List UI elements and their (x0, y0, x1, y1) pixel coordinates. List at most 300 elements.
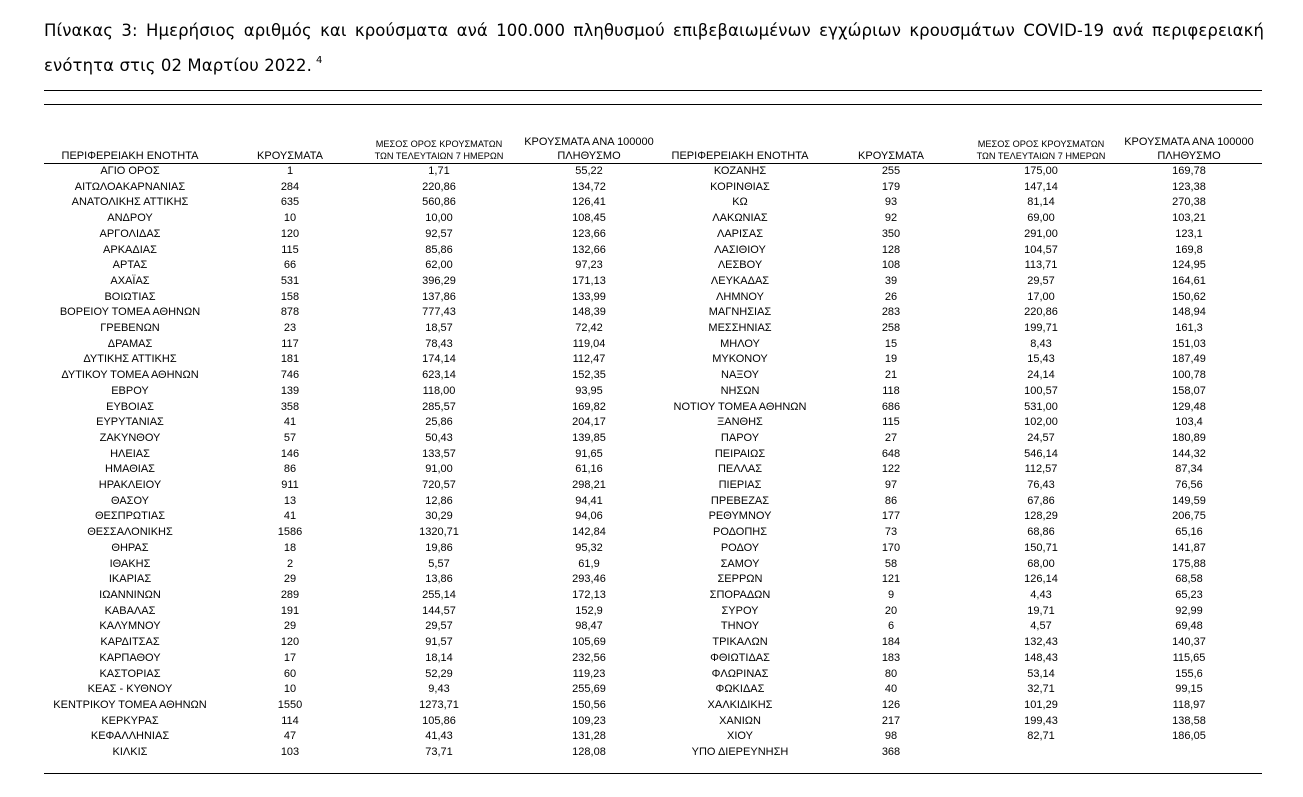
cases-left-cell: 114 (281, 714, 299, 727)
region-left-cell: ΙΚΑΡΙΑΣ (108, 573, 152, 586)
cases-left-cell: 139 (280, 384, 300, 397)
avg7-left-cell: 137,86 (422, 290, 456, 303)
per100k-right-cell: 124,95 (1172, 259, 1206, 272)
per100k-right-cell: 100,78 (1172, 369, 1206, 382)
avg7-right-cell (966, 745, 1116, 761)
region-left-cell: ΒΟΙΩΤΙΑΣ (104, 290, 156, 303)
region-right-cell: ΜΕΣΣΗΝΙΑΣ (708, 322, 772, 335)
per100k-left-cell: 134,72 (572, 180, 606, 193)
cases-right-cell: 183 (881, 651, 901, 664)
avg7-right-cell: 100,57 (1024, 384, 1058, 397)
cases-left-cell: 120 (280, 636, 300, 649)
cases-left-cell: 635 (280, 196, 300, 209)
per100k-right-cell: 186,05 (1172, 730, 1206, 743)
region-left-cell: ΗΡΑΚΛΕΙΟΥ (98, 479, 162, 492)
header-cases-left: ΚΡΟΥΣΜΑΤΑ (216, 132, 364, 164)
region-right-cell: ΠΕΙΡΑΙΩΣ (714, 447, 766, 460)
avg7-left-cell: 1273,71 (419, 698, 459, 711)
per100k-right-cell: 87,34 (1175, 463, 1203, 476)
per100k-right-cell: 151,03 (1172, 337, 1206, 350)
avg7-left-cell: 105,86 (422, 714, 456, 727)
per100k-right-cell: 206,75 (1172, 510, 1206, 523)
region-right-cell: ΧΙΟΥ (727, 730, 753, 743)
cases-right-cell: 15 (884, 337, 898, 350)
cases-left-cell: 120 (280, 227, 300, 240)
table-row (44, 274, 1262, 290)
avg7-right-cell: 53,14 (1027, 667, 1055, 680)
avg7-right-cell: 4,57 (1030, 620, 1052, 633)
per100k-right-cell: 92,99 (1175, 604, 1203, 617)
region-right-cell: ΣΑΜΟΥ (720, 557, 760, 570)
region-right-cell: ΚΩ (732, 196, 748, 209)
avg7-right-cell: 102,00 (1024, 416, 1058, 429)
cases-right-cell: 58 (884, 557, 898, 570)
cases-left-cell: 17 (283, 651, 297, 664)
cases-right-cell: 39 (884, 274, 898, 287)
avg7-left-cell: 85,86 (425, 243, 453, 256)
cases-right-cell: 98 (884, 730, 898, 743)
region-right-cell: ΦΛΩΡΙΝΑΣ (711, 667, 769, 680)
table-row (44, 180, 1262, 196)
cases-left-cell: 86 (283, 463, 297, 476)
per100k-right-cell: 103,4 (1175, 416, 1203, 429)
region-right-cell: ΝΟΤΙΟΥ ΤΟΜΕΑ ΑΘΗΝΩΝ (673, 400, 807, 413)
region-right-cell: ΝΗΣΩΝ (720, 384, 760, 397)
cases-right-cell: 121 (881, 573, 901, 586)
per100k-left-cell: 105,69 (572, 636, 606, 649)
avg7-left-cell: 285,57 (422, 400, 456, 413)
cases-right-cell: 86 (884, 494, 898, 507)
per100k-right-cell: 161,3 (1175, 322, 1203, 335)
per100k-right-cell: 164,61 (1172, 274, 1206, 287)
per100k-right-cell: 169,8 (1175, 243, 1203, 256)
avg7-right-cell: 68,00 (1027, 557, 1055, 570)
per100k-left-cell: 98,47 (575, 620, 603, 633)
region-left-cell: ΑΓΙΟ ΟΡΟΣ (100, 165, 160, 177)
region-right-cell: ΡΟΔΟΠΗΣ (712, 526, 768, 539)
per100k-left-cell: 72,42 (575, 322, 603, 335)
cases-left-cell: 41 (283, 416, 297, 429)
avg7-right-cell: 546,14 (1024, 447, 1058, 460)
table-row (44, 557, 1262, 573)
per100k-left-cell: 128,08 (572, 746, 606, 759)
per100k-left-cell: 94,06 (575, 510, 603, 523)
region-right-cell: ΧΑΝΙΩΝ (719, 714, 761, 727)
region-left-cell: ΘΑΣΟΥ (110, 494, 150, 507)
region-left-cell: ΑΝΑΤΟΛΙΚΗΣ ΑΤΤΙΚΗΣ (71, 196, 189, 209)
cases-right-cell: 93 (884, 196, 898, 209)
table-row (44, 368, 1262, 384)
region-left-cell: ΔΡΑΜΑΣ (107, 337, 153, 350)
region-left-cell: ΕΒΡΟΥ (111, 384, 149, 397)
per100k-right-cell: 144,32 (1172, 447, 1206, 460)
header-per100k-left-line1: ΚΡΟΥΣΜΑΤΑ ΑΝΑ 100000 (524, 136, 654, 148)
table-row (44, 525, 1262, 541)
per100k-left-cell: 119,04 (572, 337, 606, 350)
per100k-right-cell: 158,07 (1172, 384, 1206, 397)
cases-right-cell: 128 (881, 243, 901, 256)
region-left-cell: ΘΗΡΑΣ (111, 541, 149, 554)
region-left-cell: ΚΕΑΣ - ΚΥΘΝΟΥ (87, 683, 173, 696)
avg7-right-cell: 291,00 (1024, 227, 1058, 240)
avg7-left-cell: 91,00 (425, 463, 453, 476)
region-left-cell: ΘΕΣΠΡΩΤΙΑΣ (94, 510, 166, 523)
per100k-left-cell: 148,39 (572, 306, 606, 319)
per100k-right-cell: 76,56 (1175, 479, 1203, 492)
region-left-cell: ΙΘΑΚΗΣ (109, 557, 151, 570)
region-right-cell: ΜΥΚΟΝΟΥ (712, 353, 768, 366)
header-per100k-right-line2: ΠΛΗΘΥΣΜΟ (1157, 150, 1221, 162)
region-left-cell: ΚΑΒΑΛΑΣ (104, 604, 156, 617)
per100k-right-cell: 65,23 (1175, 588, 1203, 601)
per100k-right-cell: 115,65 (1172, 651, 1206, 664)
avg7-right-cell: 15,43 (1027, 353, 1055, 366)
region-left-cell: ΕΥΒΟΙΑΣ (106, 400, 154, 413)
region-left-cell: ΓΡΕΒΕΝΩΝ (100, 322, 160, 335)
avg7-left-cell: 30,29 (425, 510, 453, 523)
per100k-left-cell: 108,45 (572, 212, 606, 225)
per100k-right-cell: 187,49 (1172, 353, 1206, 366)
cases-right-cell: 177 (881, 510, 901, 523)
table-row (44, 337, 1262, 353)
table-row (44, 478, 1262, 494)
cases-right-cell: 6 (887, 620, 895, 633)
per100k-left-cell: 139,85 (572, 431, 606, 444)
avg7-left-cell: 78,43 (425, 337, 453, 350)
avg7-right-cell: 17,00 (1027, 290, 1055, 303)
cases-left-cell: 47 (283, 730, 297, 743)
covid-cases-table (44, 132, 1262, 761)
header-per100k-left-line2: ΠΛΗΘΥΣΜΟ (557, 150, 621, 162)
avg7-right-cell: 8,43 (1030, 337, 1052, 350)
cases-left-cell: 103 (280, 746, 300, 759)
avg7-right-cell: 113,71 (1024, 259, 1058, 272)
cases-left-cell: 358 (280, 400, 300, 413)
region-right-cell: ΛΕΥΚΑΔΑΣ (710, 274, 770, 287)
cases-right-cell: 217 (881, 714, 901, 727)
cases-left-cell: 181 (280, 353, 300, 366)
table-row (44, 431, 1262, 447)
avg7-left-cell: 19,86 (425, 541, 453, 554)
per100k-right-cell: 150,62 (1172, 290, 1206, 303)
cases-left-cell: 1550 (277, 698, 303, 711)
table-row (44, 745, 1262, 761)
per100k-right-cell: 65,16 (1175, 526, 1203, 539)
cases-right-cell: 126 (881, 698, 901, 711)
cases-left-cell: 29 (283, 573, 297, 586)
header-avg7-right-line2: ΤΩΝ ΤΕΛΕΥΤΑΙΩΝ 7 ΗΜΕΡΩΝ (976, 151, 1106, 161)
header-row (44, 132, 1262, 164)
cases-left-cell: 23 (283, 322, 297, 335)
top-rule-second (44, 104, 1262, 105)
region-left-cell: ΑΡΚΑΔΙΑΣ (103, 243, 157, 256)
region-left-cell: ΑΝΔΡΟΥ (107, 212, 153, 225)
table-row (44, 541, 1262, 557)
avg7-right-cell: 69,00 (1027, 212, 1055, 225)
region-left-cell: ΚΕΦΑΛΛΗΝΙΑΣ (90, 730, 170, 743)
table-row (44, 494, 1262, 510)
per100k-right-cell: 175,88 (1172, 557, 1206, 570)
cases-right-cell: 26 (884, 290, 898, 303)
cases-right-cell: 21 (884, 369, 898, 382)
table-row (44, 635, 1262, 651)
region-left-cell: ΚΑΛΥΜΝΟΥ (99, 620, 161, 633)
region-right-cell: ΠΙΕΡΙΑΣ (718, 479, 762, 492)
region-right-cell: ΛΕΣΒΟΥ (717, 259, 763, 272)
per100k-right-cell (1116, 745, 1262, 761)
avg7-left-cell: 396,29 (422, 274, 456, 287)
avg7-left-cell: 92,57 (425, 227, 453, 240)
avg7-right-cell: 199,43 (1024, 714, 1058, 727)
per100k-left-cell: 298,21 (572, 479, 606, 492)
avg7-left-cell: 1320,71 (419, 526, 459, 539)
avg7-left-cell: 91,57 (425, 636, 453, 649)
cases-left-cell: 117 (281, 337, 299, 350)
region-right-cell: ΣΕΡΡΩΝ (717, 573, 763, 586)
cases-right-cell: 108 (881, 259, 901, 272)
table-row (44, 321, 1262, 337)
region-left-cell: ΑΡΓΟΛΙΔΑΣ (99, 227, 161, 240)
per100k-left-cell: 152,9 (575, 604, 603, 617)
region-right-cell: ΣΠΟΡΑΔΩΝ (709, 588, 771, 601)
avg7-left-cell: 777,43 (422, 306, 456, 319)
cases-left-cell: 13 (283, 494, 297, 507)
avg7-right-cell: 29,57 (1027, 274, 1055, 287)
cases-right-cell: 27 (884, 431, 898, 444)
per100k-left-cell: 132,66 (572, 243, 606, 256)
table-row (44, 195, 1262, 211)
table-row (44, 462, 1262, 478)
table-header (44, 132, 1262, 164)
cases-left-cell: 191 (280, 604, 300, 617)
per100k-right-cell: 129,48 (1172, 400, 1206, 413)
avg7-left-cell: 73,71 (425, 746, 453, 759)
per100k-left-cell: 97,23 (575, 259, 603, 272)
cases-left-cell: 531 (280, 274, 300, 287)
table-row (44, 290, 1262, 306)
per100k-right-cell: 123,1 (1175, 227, 1203, 240)
avg7-right-cell: 147,14 (1024, 180, 1058, 193)
cases-right-cell: 73 (884, 526, 898, 539)
cases-left-cell: 289 (280, 588, 300, 601)
avg7-right-cell: 19,71 (1027, 604, 1055, 617)
header-cases-right: ΚΡΟΥΣΜΑΤΑ (816, 132, 966, 164)
cases-left-cell: 2 (286, 557, 294, 570)
region-right-cell: ΦΩΚΙΔΑΣ (715, 683, 765, 696)
header-per100k-right (1116, 132, 1262, 164)
avg7-right-cell: 128,29 (1024, 510, 1058, 523)
cases-right-cell: 283 (881, 306, 901, 319)
region-left-cell: ΗΛΕΙΑΣ (110, 447, 150, 460)
avg7-left-cell: 18,14 (425, 651, 453, 664)
per100k-left-cell: 93,95 (575, 384, 603, 397)
region-right-cell: ΝΑΞΟΥ (721, 369, 759, 382)
caption-text: Πίνακας 3: Ημερήσιος αριθμός και κρούσματα ανά 100.000 πληθυσμού επιβεβαιωμένων εγχώριων κρουσμάτων COVID-19 ανά περιφερειακή ενότητα στις 02 Μαρτίου 2022. (44, 21, 1264, 75)
per100k-left-cell: 133,99 (572, 290, 606, 303)
region-right-cell: ΠΡΕΒΕΖΑΣ (710, 494, 770, 507)
per100k-right-cell: 149,59 (1172, 494, 1206, 507)
per100k-right-cell: 180,89 (1172, 431, 1206, 444)
per100k-left-cell: 169,82 (572, 400, 606, 413)
cases-left-cell: 1586 (277, 526, 303, 539)
per100k-right-cell: 140,37 (1172, 636, 1206, 649)
per100k-left-cell: 171,13 (572, 274, 606, 287)
region-right-cell: ΛΗΜΝΟΥ (716, 290, 764, 303)
cases-right-cell: 170 (881, 541, 901, 554)
table-row (44, 714, 1262, 730)
per100k-left-cell: 94,41 (575, 494, 603, 507)
cases-left-cell: 911 (281, 479, 299, 492)
per100k-right-cell: 68,58 (1175, 573, 1203, 586)
table-row (44, 651, 1262, 667)
avg7-left-cell: 10,00 (425, 212, 453, 225)
avg7-left-cell: 220,86 (422, 180, 456, 193)
per100k-right-cell: 148,94 (1172, 306, 1206, 319)
region-right-cell: ΠΕΛΛΑΣ (717, 463, 763, 476)
avg7-left-cell: 560,86 (422, 196, 456, 209)
cases-right-cell: 648 (881, 447, 901, 460)
cases-right-cell: 80 (884, 667, 898, 680)
avg7-right-cell: 199,71 (1024, 322, 1058, 335)
region-right-cell: ΣΥΡΟΥ (721, 604, 759, 617)
cases-right-cell: 179 (881, 180, 901, 193)
avg7-left-cell: 623,14 (422, 369, 456, 382)
cases-right-cell: 115 (882, 416, 900, 429)
table-body (44, 164, 1262, 761)
table-row (44, 227, 1262, 243)
table-row (44, 572, 1262, 588)
cases-right-cell: 350 (881, 227, 901, 240)
region-right-cell: ΦΘΙΩΤΙΔΑΣ (710, 651, 770, 664)
cases-right-cell: 368 (881, 746, 901, 759)
cases-left-cell: 10 (283, 683, 297, 696)
region-right-cell: ΜΑΓΝΗΣΙΑΣ (708, 306, 772, 319)
region-left-cell: ΑΙΤΩΛΟΑΚΑΡΝΑΝΙΑΣ (74, 180, 186, 193)
footnote-marker: 4 (315, 55, 323, 66)
avg7-right-cell: 24,14 (1027, 369, 1055, 382)
cases-left-cell: 18 (283, 541, 297, 554)
per100k-right-cell: 155,6 (1175, 667, 1203, 680)
region-left-cell: ΔΥΤΙΚΗΣ ΑΤΤΙΚΗΣ (83, 353, 177, 366)
region-left-cell: ΚΑΣΤΟΡΙΑΣ (99, 667, 161, 680)
region-left-cell: ΚΙΛΚΙΣ (112, 746, 148, 759)
region-left-cell: ΕΥΡΥΤΑΝΙΑΣ (96, 416, 164, 429)
table-row (44, 667, 1262, 683)
per100k-left-cell: 131,28 (572, 730, 606, 743)
region-right-cell: ΚΟΖΑΝΗΣ (713, 165, 767, 177)
table-row (44, 352, 1262, 368)
table-row (44, 305, 1262, 321)
region-right-cell: ΡΟΔΟΥ (720, 541, 760, 554)
region-left-cell: ΑΧΑΪΑΣ (110, 274, 150, 287)
region-left-cell: ΘΕΣΣΑΛΟΝΙΚΗΣ (87, 526, 173, 539)
per100k-left-cell: 112,47 (572, 353, 606, 366)
region-left-cell: ΑΡΤΑΣ (112, 259, 148, 272)
region-right-cell: ΡΕΘΥΜΝΟΥ (708, 510, 772, 523)
avg7-right-cell: 82,71 (1027, 730, 1055, 743)
avg7-right-cell: 148,43 (1024, 651, 1058, 664)
region-left-cell: ΖΑΚΥΝΘΟΥ (99, 431, 161, 444)
bottom-rule (44, 773, 1262, 774)
avg7-left-cell: 12,86 (425, 494, 453, 507)
cases-left-cell: 29 (283, 620, 297, 633)
avg7-right-cell: 32,71 (1027, 683, 1055, 696)
per100k-left-cell: 123,66 (572, 227, 606, 240)
header-avg7-left-line2: ΤΩΝ ΤΕΛΕΥΤΑΙΩΝ 7 ΗΜΕΡΩΝ (374, 151, 504, 161)
per100k-left-cell: 126,41 (572, 196, 606, 209)
table-row (44, 400, 1262, 416)
avg7-right-cell: 132,43 (1024, 636, 1058, 649)
top-rule (44, 90, 1262, 91)
avg7-right-cell: 67,86 (1027, 494, 1055, 507)
per100k-left-cell: 109,23 (572, 714, 606, 727)
header-region-left: ΠΕΡΙΦΕΡΕΙΑΚΗ ΕΝΟΤΗΤΑ (44, 132, 216, 164)
avg7-left-cell: 5,57 (428, 557, 450, 570)
cases-left-cell: 158 (280, 290, 300, 303)
per100k-left-cell: 255,69 (572, 683, 606, 696)
per100k-right-cell: 141,87 (1172, 541, 1206, 554)
header-per100k-right-line1: ΚΡΟΥΣΜΑΤΑ ΑΝΑ 100000 (1124, 136, 1254, 148)
avg7-left-cell: 9,43 (428, 683, 450, 696)
region-left-cell: ΗΜΑΘΙΑΣ (105, 463, 155, 476)
header-per100k-left (514, 132, 664, 164)
cases-left-cell: 115 (281, 243, 299, 256)
table-row (44, 415, 1262, 431)
cases-left-cell: 10 (283, 212, 297, 225)
avg7-left-cell: 133,57 (422, 447, 456, 460)
table-row (44, 682, 1262, 698)
per100k-left-cell: 55,22 (575, 165, 603, 177)
avg7-left-cell: 255,14 (422, 588, 456, 601)
region-right-cell: ΚΟΡΙΝΘΙΑΣ (710, 180, 770, 193)
avg7-right-cell: 24,57 (1027, 431, 1055, 444)
avg7-right-cell: 220,86 (1024, 306, 1058, 319)
avg7-left-cell: 13,86 (425, 573, 453, 586)
cases-right-cell: 97 (884, 479, 898, 492)
avg7-right-cell: 101,29 (1024, 698, 1058, 711)
avg7-right-cell: 4,43 (1030, 588, 1052, 601)
per100k-right-cell: 270,38 (1172, 196, 1206, 209)
table-row (44, 164, 1262, 180)
region-left-cell: ΚΑΡΠΑΘΟΥ (99, 651, 161, 664)
per100k-left-cell: 152,35 (572, 369, 606, 382)
cases-right-cell: 255 (881, 165, 901, 177)
avg7-left-cell: 62,00 (425, 259, 453, 272)
avg7-left-cell: 25,86 (425, 416, 453, 429)
avg7-left-cell: 52,29 (425, 667, 453, 680)
per100k-left-cell: 142,84 (572, 526, 606, 539)
avg7-right-cell: 531,00 (1024, 400, 1058, 413)
per100k-left-cell: 232,56 (572, 651, 606, 664)
cases-right-cell: 686 (881, 400, 901, 413)
header-avg7-right-line1: ΜΕΣΟΣ ΟΡΟΣ ΚΡΟΥΣΜΑΤΩΝ (977, 139, 1105, 149)
header-avg7-left (364, 132, 514, 164)
per100k-right-cell: 69,48 (1175, 620, 1203, 633)
cases-left-cell: 66 (283, 259, 297, 272)
region-left-cell: ΚΕΡΚΥΡΑΣ (101, 714, 159, 727)
table-row (44, 509, 1262, 525)
per100k-left-cell: 61,16 (575, 463, 603, 476)
cases-left-cell: 41 (283, 510, 297, 523)
cases-right-cell: 184 (881, 636, 901, 649)
cases-right-cell: 258 (881, 322, 901, 335)
cases-right-cell: 9 (887, 588, 895, 601)
region-right-cell: ΛΑΣΙΘΙΟΥ (714, 243, 766, 256)
per100k-right-cell: 169,78 (1172, 165, 1206, 177)
cases-left-cell: 146 (280, 447, 300, 460)
header-avg7-left-line1: ΜΕΣΟΣ ΟΡΟΣ ΚΡΟΥΣΜΑΤΩΝ (375, 139, 503, 149)
region-right-cell: ΧΑΛΚΙΔΙΚΗΣ (707, 698, 773, 711)
